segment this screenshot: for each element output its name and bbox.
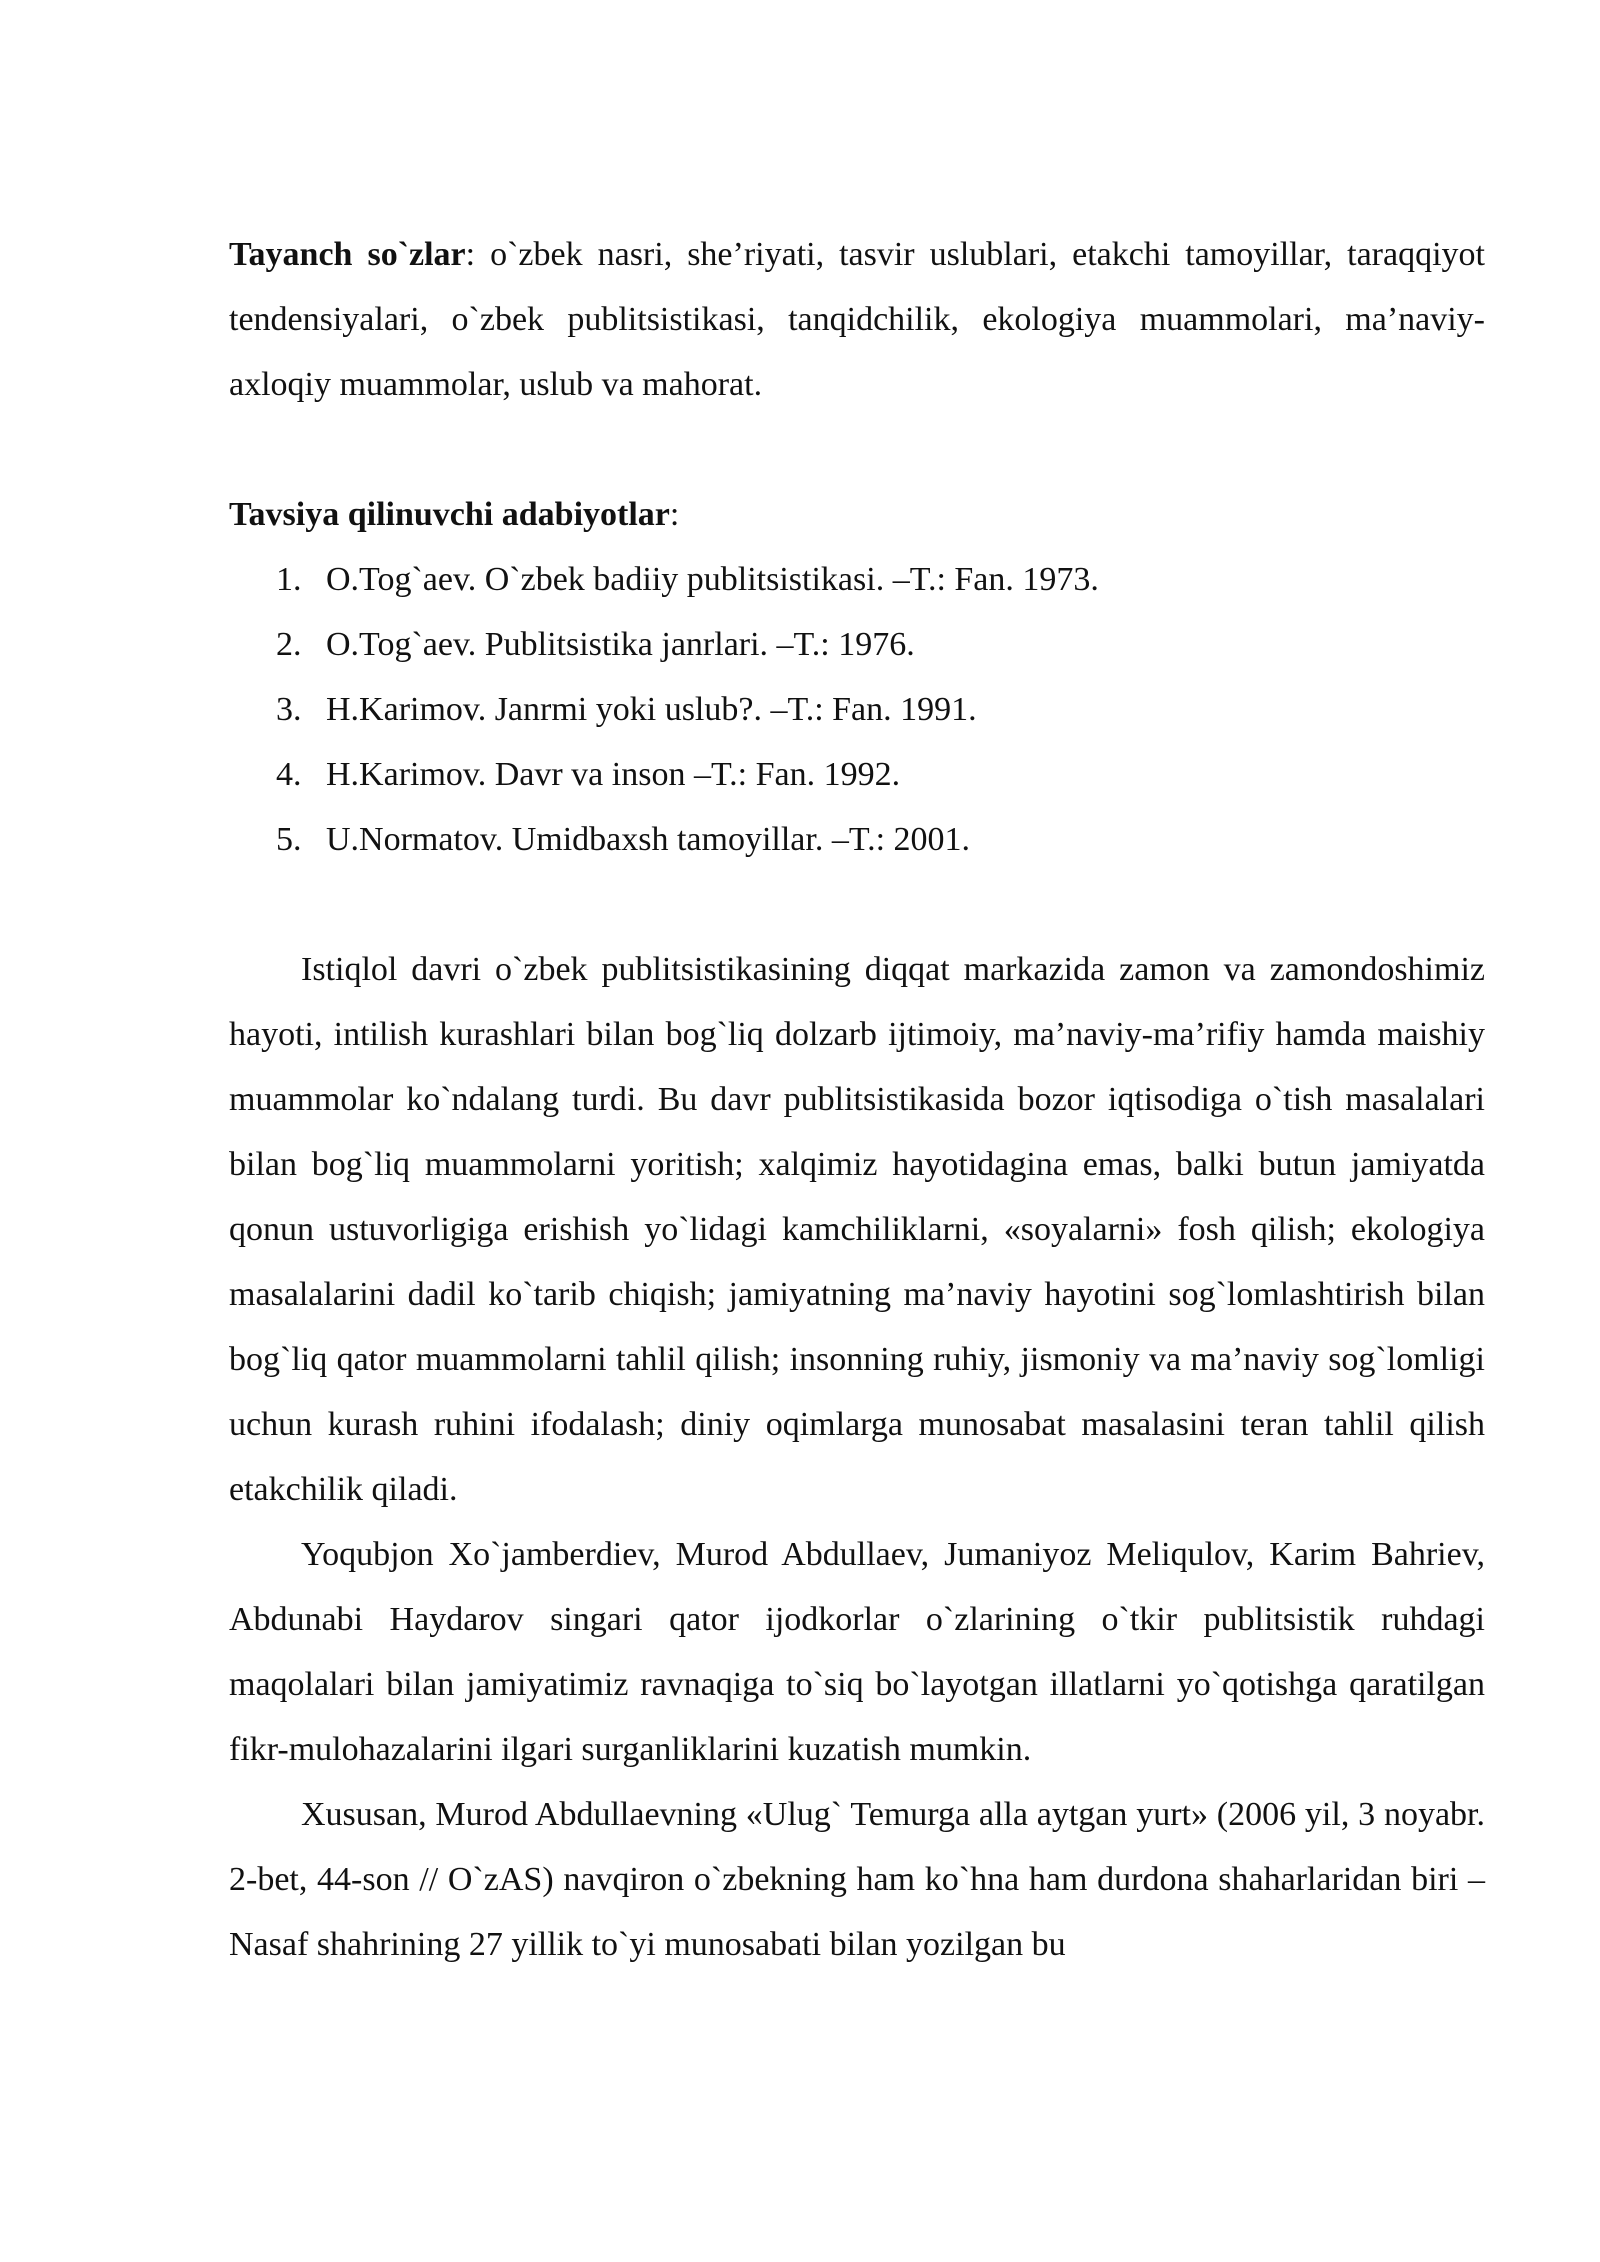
references-title-separator: :	[669, 496, 680, 533]
body-paragraph: Istiqlol davri o`zbek publitsistikasining diqqat markazida zamon va zamondoshimiz hayoti, intilish kurashlari bilan bog`liq dolzarb ijtimoiy, ma’naviy-ma’rifiy hamda maishiy muammolar ko`ndalang turdi. Bu davr publitsistikasida bozor iqtisodiga o`tish masalalari bilan bog`liq muammolarni yoritish; xalqimiz hayotidagina emas, balki butun jamiyatda qonun ustuvorligiga erishish yo`lidagi kamchiliklarni, «soyalarni» fosh qilish; ekologiya masalalarini dadil ko`tarib chiqish; jamiyatning ma’naviy hayotini sog`lomlashtirish bilan bog`liq qator muammolarni tahlil qilish; insonning ruhiy, jismoniy va ma’naviy sog`lomligi uchun kurash ruhini ifodalash; diniy oqimlarga munosabat masalasini teran tahlil qilish etakchilik qiladi.	[229, 951, 1485, 1508]
reference-text: H.Karimov. Davr va inson –T.: Fan. 1992.	[326, 756, 901, 793]
reference-number: 1.	[276, 561, 302, 598]
reference-text: H.Karimov. Janrmi yoki uslub?. –T.: Fan. 1991.	[326, 691, 977, 728]
references-heading	[229, 482, 1485, 547]
keywords-label: Tayanch so`zlar	[229, 236, 466, 273]
reference-item	[229, 547, 1485, 612]
references-list	[229, 547, 1485, 872]
references-title: Tavsiya qilinuvchi adabiyotlar	[229, 496, 670, 533]
reference-text: O.Tog`aev. O`zbek badiiy publitsistikasi. –T.: Fan. 1973.	[326, 561, 1099, 598]
reference-number: 3.	[276, 691, 302, 728]
reference-item	[229, 807, 1485, 872]
keywords-paragraph	[229, 222, 1485, 417]
reference-number: 5.	[276, 821, 302, 858]
keywords-text: o`zbek nasri, she’riyati, tasvir uslublari, etakchi tamoyillar, taraqqiyot tendensiyalari, o`zbek publitsistikasi, tanqidchilik, ekologiya muammolari, ma’naviy-axloqiy muammolar, uslub va mahorat.	[229, 236, 1485, 403]
reference-number: 4.	[276, 756, 302, 793]
body-text	[229, 937, 1485, 1977]
body-paragraph: Xususan, Murod Abdullaevning «Ulug` Temurga alla aytgan yurt» (2006 yil, 3 noyabr. 2-bet, 44-son // O`zAS) navqiron o`zbekning ham ko`hna ham durdona shaharlaridan biri – Nasaf shahrining 27 yillik to`yi munosabati bilan yozilgan bu	[229, 1796, 1485, 1963]
reference-text: U.Normatov. Umidbaxsh tamoyillar. –T.: 2001.	[326, 821, 971, 858]
reference-text: O.Tog`aev. Publitsistika janrlari. –T.: 1976.	[326, 626, 915, 663]
body-paragraph: Yoqubjon Xo`jamberdiev, Murod Abdullaev, Jumaniyoz Meliqulov, Karim Bahriev, Abdunabi Haydarov singari qator ijodkorlar o`zlarining o`tkir publitsistik ruhdagi maqolalari bilan jamiyatimiz ravnaqiga to`siq bo`layotgan illatlarni yo`qotishga qaratilgan fikr-mulohazalarini ilgari surganliklarini kuzatish mumkin.	[229, 1536, 1485, 1768]
page-content	[229, 222, 1485, 1977]
reference-item	[229, 612, 1485, 677]
reference-item	[229, 677, 1485, 742]
reference-number: 2.	[276, 626, 302, 663]
keywords-separator: :	[465, 236, 476, 273]
reference-item	[229, 742, 1485, 807]
